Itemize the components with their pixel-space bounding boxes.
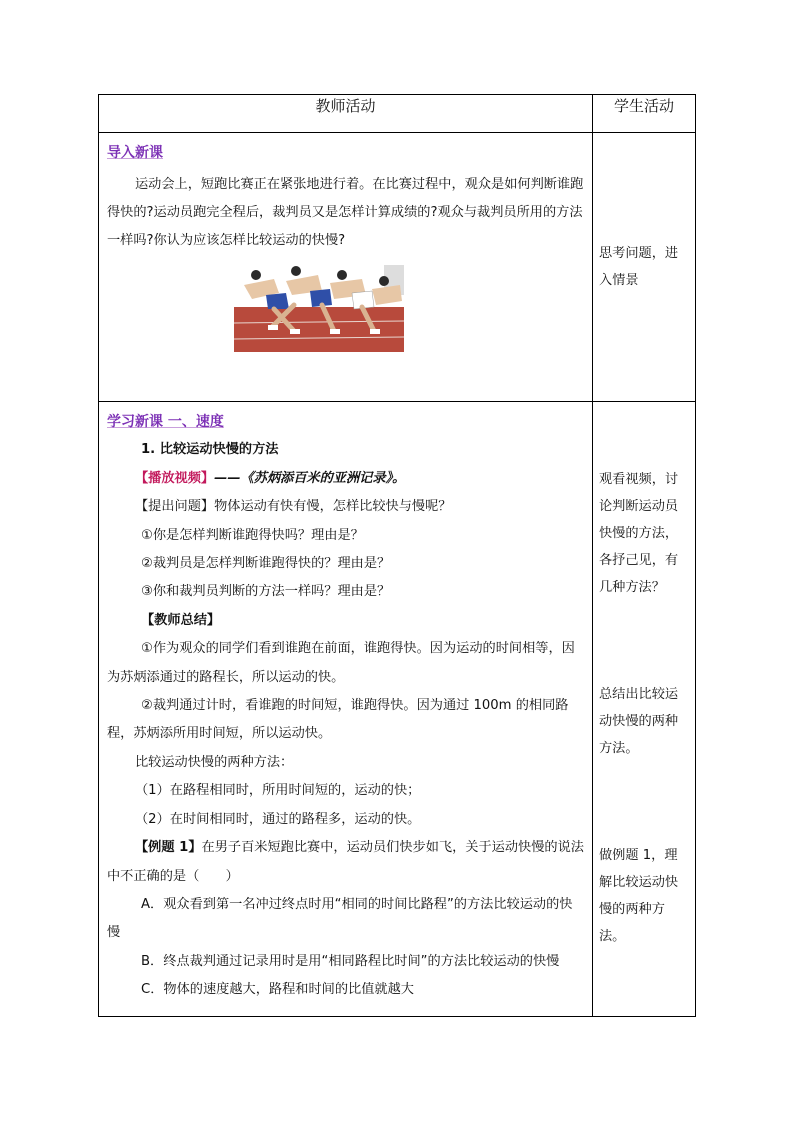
new-lesson-teacher-cell — [99, 402, 593, 1017]
intro-student-cell — [593, 133, 696, 402]
student-note-2: 总结出比较运动快慢的两种方法。 — [599, 687, 679, 756]
video-title: ——《苏炳添百米的亚洲记录》。 — [214, 470, 406, 486]
example-tag: 【例题 1】 — [135, 840, 202, 856]
student-activity-header: 学生活动 — [593, 95, 696, 133]
intro-text: 运动会上，短跑比赛正在紧张地进行着。在比赛过程中，观众是如何判断谁跑得快的?运动员跑完全程后，裁判员又是怎样计算成绩的?观众与裁判员所用的方法一样吗?你认为应该怎样比较运动的快慢? — [107, 177, 584, 248]
question-3: ③你和裁判员判断的方法一样吗？理由是？ — [141, 584, 391, 600]
option-b: B．终点裁判通过记录用时是用“相同路程比时间”的方法比较运动的快慢 — [141, 953, 560, 969]
sprinters-photo — [234, 265, 404, 352]
intro-teacher-cell — [99, 133, 593, 402]
new-lesson-title: 学习新课 一、速度 — [107, 414, 224, 430]
lesson-plan-table — [98, 94, 696, 1017]
question-2: ②裁判员是怎样判断谁跑得快的？理由是？ — [141, 556, 391, 572]
question-1: ①你是怎样判断谁跑得快吗？理由是？ — [141, 527, 364, 543]
option-a: A．观众看到第一名冲过终点时用“相同的时间比路程”的方法比较运动的快慢 — [107, 896, 573, 941]
summary-tag: 【教师总结】 — [141, 612, 221, 628]
two-methods-heading: 比较运动快慢的两种方法： — [135, 754, 294, 770]
question-prompt: 【提出问题】物体运动有快有慢，怎样比较快与慢呢？ — [135, 499, 452, 515]
video-tag: 【播放视频】 — [135, 470, 215, 486]
teacher-activity-header: 教师活动 — [99, 95, 593, 133]
new-lesson-student-cell — [593, 402, 696, 1017]
summary-1: ①作为观众的同学们看到谁跑在前面，谁跑得快。因为运动的时间相等，因为苏炳添通过的路程长，所以运动的快。 — [107, 641, 575, 685]
student-note-1: 观看视频，讨论判断运动员快慢的方法，各抒己见，有几种方法？ — [599, 472, 679, 595]
method-2: （2）在时间相同时，通过的路程多，运动的快。 — [135, 811, 421, 827]
method-1: （1）在路程相同时，所用时间短的，运动的快； — [135, 783, 421, 799]
subsection-title: 1. 比较运动快慢的方法 — [141, 442, 279, 458]
example-question: 在男子百米短跑比赛中，运动员们快步如飞，关于运动快慢的说法中不正确的是（ ） — [107, 840, 584, 884]
summary-2: ②裁判通过计时，看谁跑的时间短，谁跑得快。因为通过 100m 的相同路程，苏炳添所用时间短，所以运动快。 — [107, 698, 569, 742]
student-note-3: 做例题 1，理解比较运动快慢的两种方法。 — [599, 848, 679, 944]
intro-student-note: 思考问题，进入情景 — [599, 246, 679, 288]
intro-title: 导入新课 — [107, 145, 163, 161]
option-c: C．物体的速度越大，路程和时间的比值就越大 — [141, 982, 414, 998]
